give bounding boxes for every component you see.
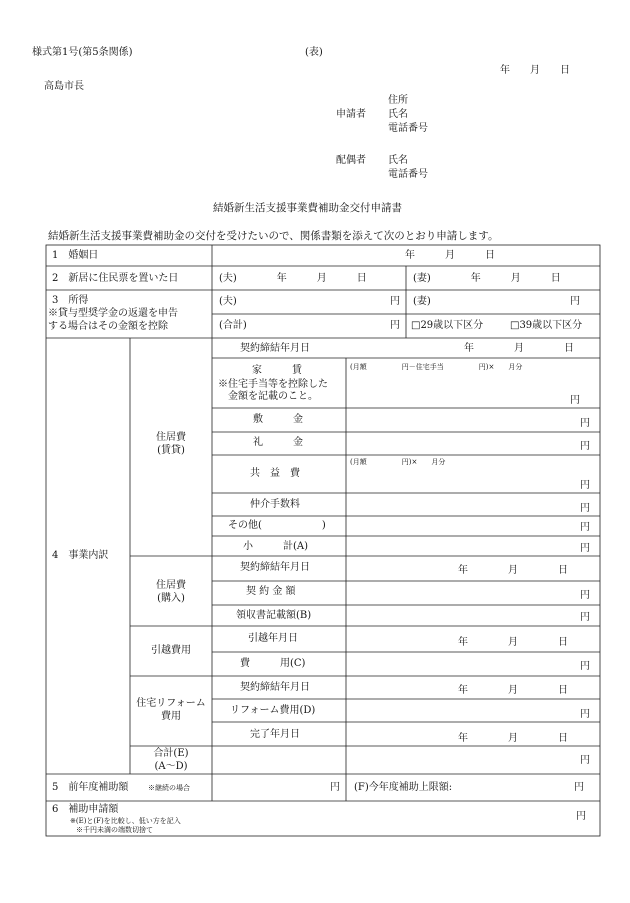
moving-date-label: 引越年月日 <box>248 633 298 644</box>
agency-fee-yen[interactable]: 円 <box>580 503 590 514</box>
addressee: 高島市長 <box>44 81 84 92</box>
reform-label-2: 費用 <box>161 711 181 722</box>
row6-note-2: ※千円未満の端数切捨て <box>76 826 153 834</box>
moving-fee-yen[interactable]: 円 <box>580 661 590 672</box>
deposit-label: 敷 金 <box>253 414 303 425</box>
row3-note-1: ※貸与型奨学金の返還を申告 <box>48 308 178 319</box>
spouse-phone-label: 電話番号 <box>388 169 428 180</box>
receipt-amount-yen[interactable]: 円 <box>580 612 590 623</box>
other-yen[interactable]: 円 <box>580 522 590 533</box>
buy-contract-date-label: 契約締結年月日 <box>240 562 310 573</box>
common-fee-formula[interactable]: (月額 円)× 月分 <box>350 458 446 466</box>
husband-income-label: (夫) <box>219 296 237 307</box>
document-title: 結婚新生活支援事業費補助金交付申請書 <box>213 202 402 214</box>
completion-date-label: 完了年月日 <box>250 729 300 740</box>
total-e-label-1: 合計(E) <box>153 748 189 759</box>
housing-rent-label-2: (賃貸) <box>157 445 185 456</box>
intro-text: 結婚新生活支援事業費補助金の交付を受けたいので、関係書類を添えて次のとおり申請します。 <box>48 230 499 242</box>
age39-checkbox[interactable]: □39歳以下区分 <box>510 320 583 331</box>
husband-residence-date-field[interactable]: (夫) 年 月 日 <box>219 273 367 284</box>
total-income-label: (合計) <box>219 320 247 331</box>
row3-label: 3 所得 <box>52 295 89 306</box>
reform-fee-yen[interactable]: 円 <box>580 709 590 720</box>
spouse-role: 配偶者 <box>336 155 366 166</box>
row4-label: 4 事業内訳 <box>52 550 109 561</box>
moving-fee-label: 費 用(C) <box>240 658 306 669</box>
application-date: 年 月 日 <box>500 65 570 76</box>
current-limit-yen[interactable]: 円 <box>574 782 584 793</box>
total-income-yen[interactable]: 円 <box>390 320 400 331</box>
contract-amount-yen[interactable]: 円 <box>580 590 590 601</box>
applicant-role: 申請者 <box>336 109 366 120</box>
receipt-amount-label: 領収書記載額(B) <box>236 610 312 621</box>
age29-checkbox[interactable]: □29歳以下区分 <box>411 320 484 331</box>
row1-label: 1 婚姻日 <box>52 250 99 261</box>
form-number: 様式第1号(第5条関係) <box>32 47 133 58</box>
rent-contract-date-label: 契約締結年月日 <box>240 343 310 354</box>
row6-note-1: ※(E)と(F)を比較し、低い方を記入 <box>70 817 181 825</box>
completion-date-field[interactable]: 年 月 日 <box>458 733 568 744</box>
agency-fee-label: 仲介手数料 <box>250 499 300 510</box>
key-money-label: 礼 金 <box>253 437 303 448</box>
husband-income-yen[interactable]: 円 <box>390 296 400 307</box>
housing-buy-label-2: (購入) <box>157 593 185 604</box>
applicant-phone-label: 電話番号 <box>388 123 428 134</box>
row3-note-2: する場合はその金額を控除 <box>48 321 168 332</box>
housing-buy-label-1: 住居費 <box>156 580 186 591</box>
rent-note-1: ※住宅手当等を控除した <box>218 379 328 390</box>
other-label: その他( ) <box>228 520 326 531</box>
housing-rent-label-1: 住居費 <box>156 432 186 443</box>
key-money-yen[interactable]: 円 <box>580 441 590 452</box>
marriage-date-field[interactable]: 年 月 日 <box>405 250 495 261</box>
total-e-label-2: (A～D) <box>154 761 188 772</box>
rent-note-2: 金額を記載のこと。 <box>228 391 318 402</box>
row5-label: 5 前年度補助額 <box>52 782 129 793</box>
applicant-name-label: 氏名 <box>388 109 408 120</box>
common-fee-label: 共 益 費 <box>250 468 300 479</box>
row2-label: 2 新居に住民票を置いた日 <box>52 273 179 284</box>
subtotal-yen[interactable]: 円 <box>580 543 590 554</box>
reform-fee-label: リフォーム費用(D) <box>230 705 316 716</box>
total-e-yen[interactable]: 円 <box>580 755 590 766</box>
wife-residence-date-field[interactable]: (妻) 年 月 日 <box>413 273 561 284</box>
moving-date-field[interactable]: 年 月 日 <box>458 637 568 648</box>
form-side-label: (表) <box>305 47 323 58</box>
rent-yen[interactable]: 円 <box>570 395 580 406</box>
apply-amount-yen[interactable]: 円 <box>576 811 586 822</box>
moving-cost-label: 引越費用 <box>151 645 191 656</box>
wife-income-label: (妻) <box>413 296 431 307</box>
spouse-name-label: 氏名 <box>388 155 408 166</box>
wife-income-yen[interactable]: 円 <box>570 296 580 307</box>
rent-label: 家 賃 <box>252 365 302 376</box>
common-fee-yen[interactable]: 円 <box>580 480 590 491</box>
prev-year-subsidy-yen[interactable]: 円 <box>330 782 340 793</box>
applicant-address-label: 住所 <box>388 95 408 106</box>
contract-amount-label: 契 約 金 額 <box>246 586 296 597</box>
reform-contract-date-label: 契約締結年月日 <box>240 682 310 693</box>
buy-contract-date-field[interactable]: 年 月 日 <box>458 565 568 576</box>
subtotal-label: 小 計(A) <box>243 541 309 552</box>
current-limit-label: (F)今年度補助上限額: <box>354 782 453 793</box>
row6-label: 6 補助申請額 <box>52 804 119 815</box>
deposit-yen[interactable]: 円 <box>580 418 590 429</box>
rent-formula[interactable]: (月額 円－住宅手当 円)× 月分 <box>350 363 523 371</box>
row5-note: ※継続の場合 <box>148 784 190 792</box>
reform-label-1: 住宅リフォーム <box>136 698 206 709</box>
rent-contract-date-field[interactable]: 年 月 日 <box>464 343 574 354</box>
reform-contract-date-field[interactable]: 年 月 日 <box>458 685 568 696</box>
